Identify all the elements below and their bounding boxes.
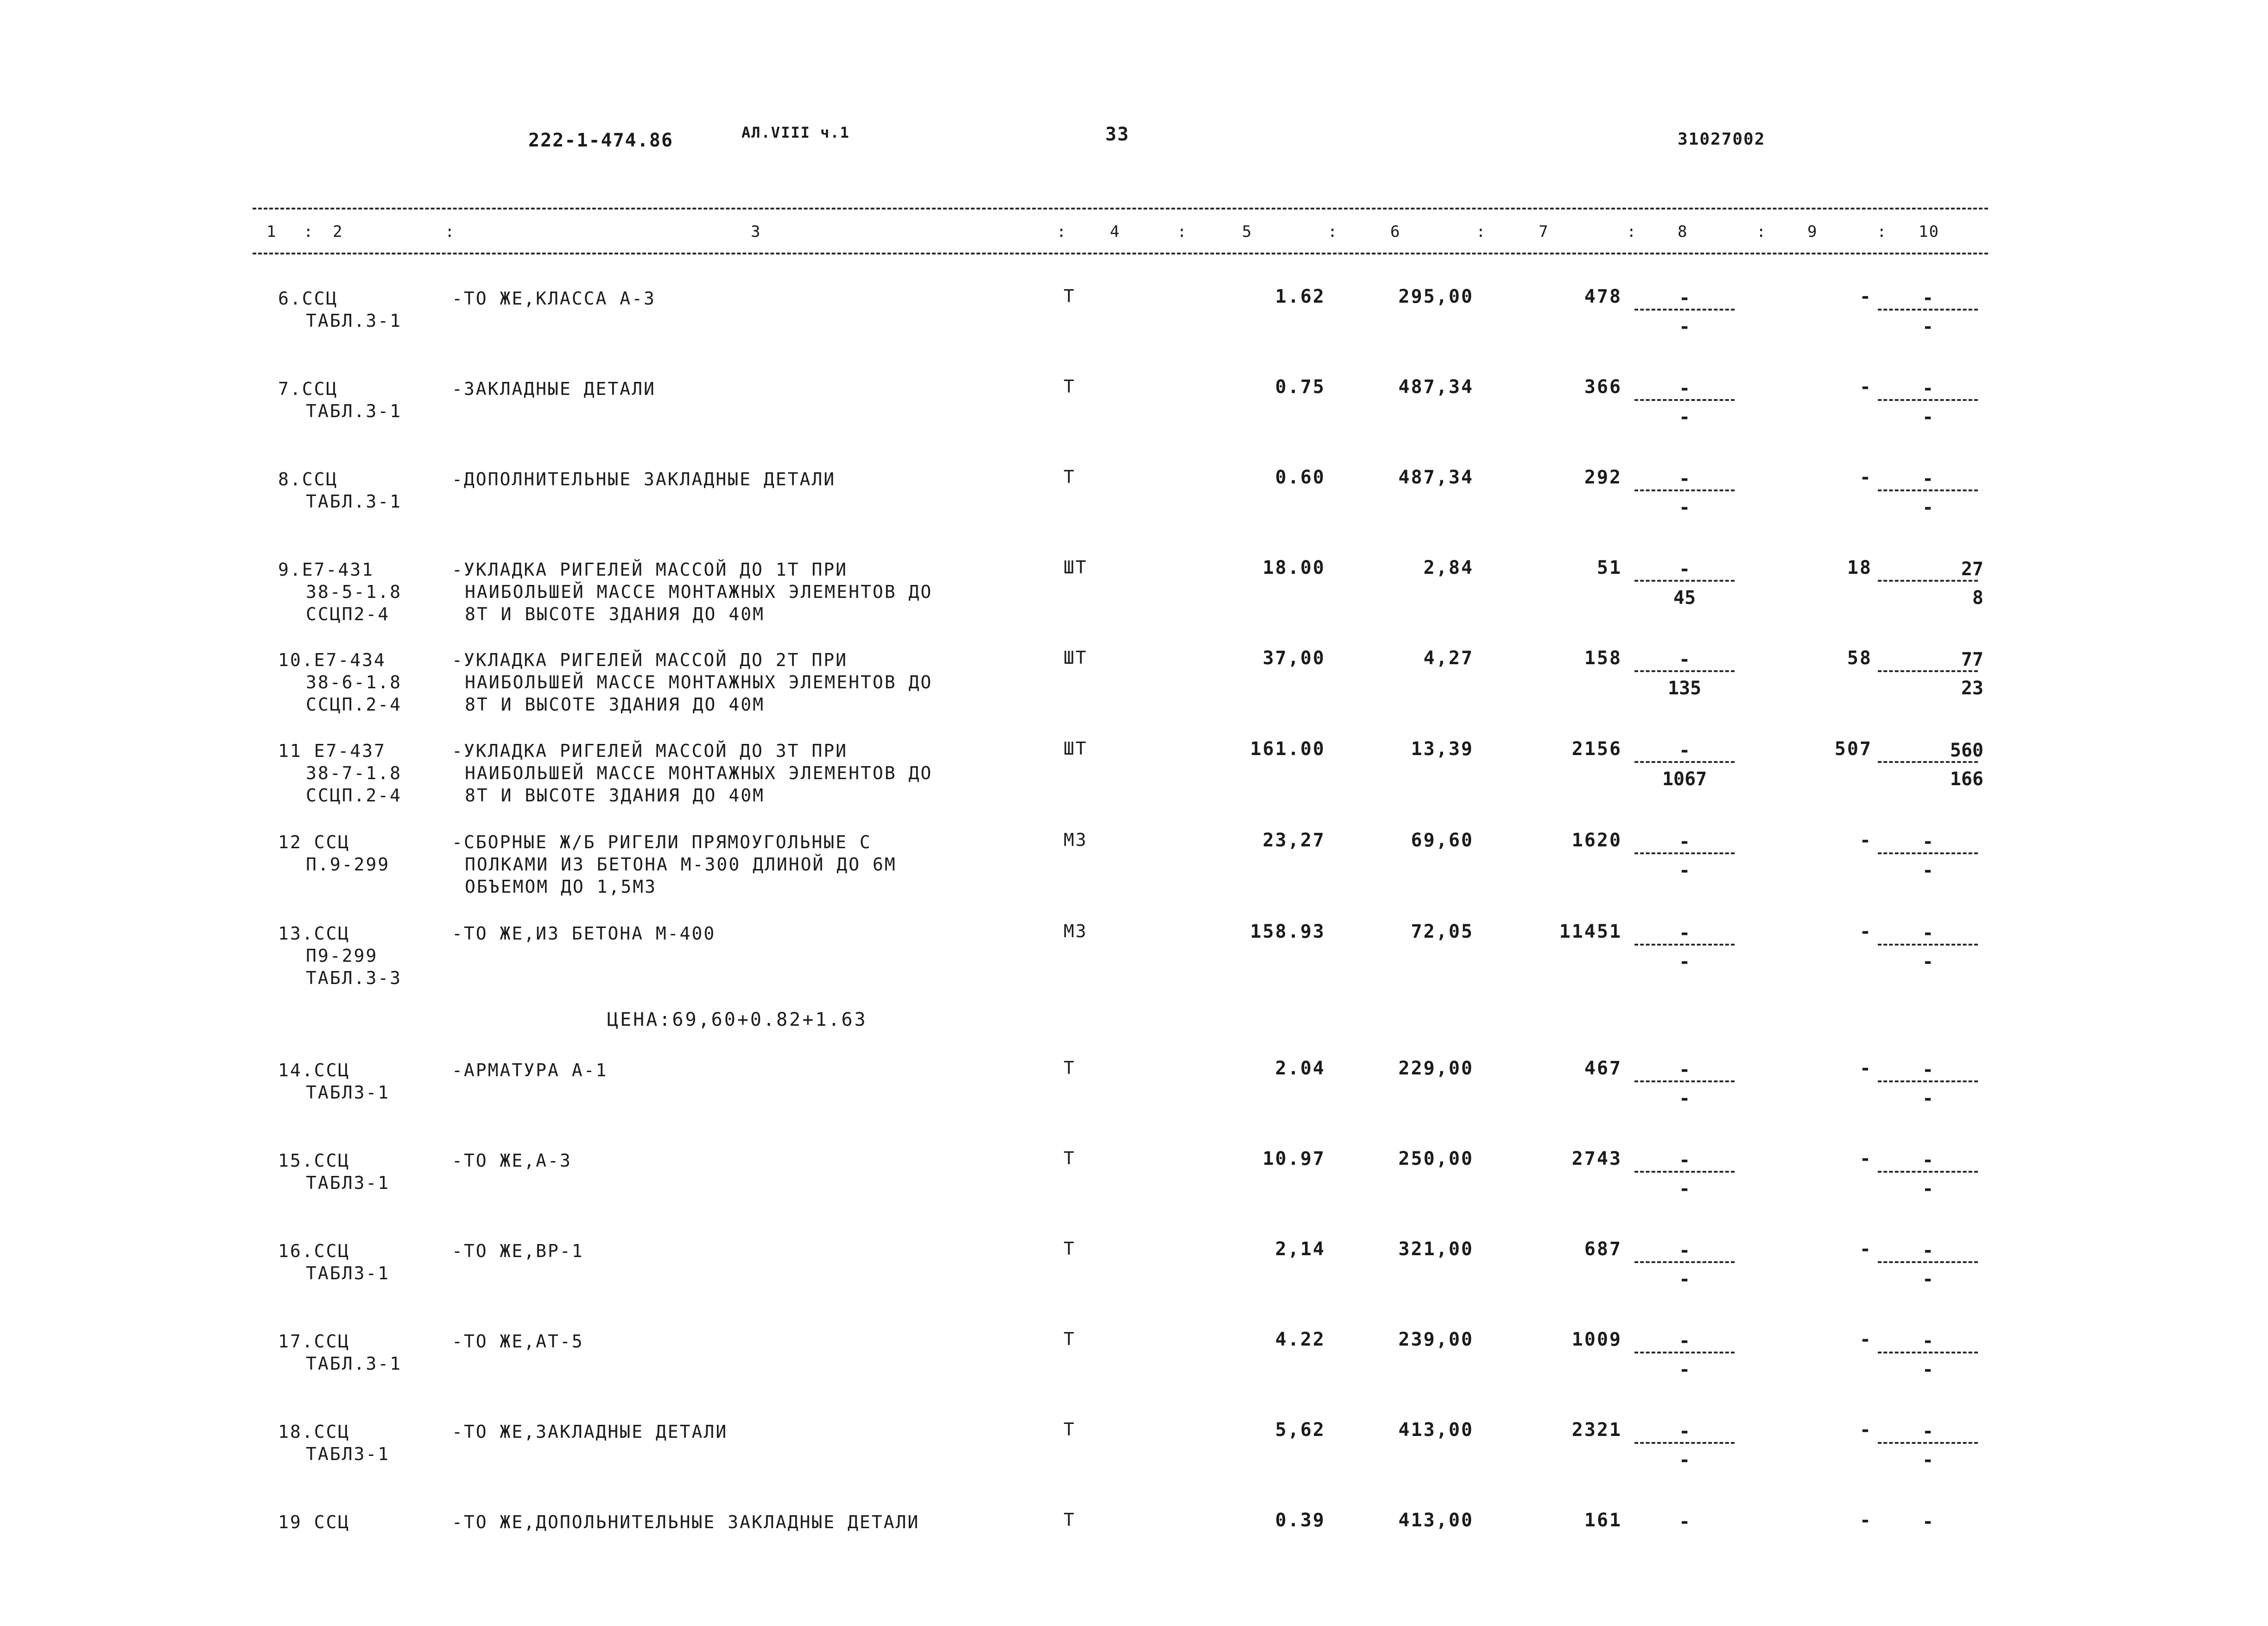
column-8-top: - (1679, 649, 1691, 670)
total-cost: 1620 (1571, 830, 1622, 851)
fraction-bar (1634, 1171, 1735, 1173)
unit-price: 413,00 (1398, 1419, 1474, 1441)
total-cost: 292 (1584, 467, 1622, 488)
column-8-top: - (1679, 1330, 1691, 1352)
quantity: 2.04 (1275, 1058, 1325, 1079)
column-10-fraction (1872, 1421, 1983, 1471)
norm-code-line: 38-5-1.8 (306, 582, 402, 602)
norm-code (278, 1150, 445, 1194)
unit-of-measure: Т (1064, 286, 1076, 306)
norm-code-line: 14.ССЦ (278, 1060, 350, 1080)
unit-of-measure: Т (1064, 467, 1076, 487)
unit-price: 2,84 (1423, 557, 1474, 578)
column-8-top: - (1679, 1511, 1691, 1532)
fraction-bar (1878, 1352, 1978, 1353)
unit-of-measure: Т (1064, 1510, 1076, 1530)
work-description-line: -УКЛАДКА РИГЕЛЕЙ МАССОЙ ДО 2Т ПРИ (452, 650, 848, 670)
unit-price: 72,05 (1411, 921, 1474, 942)
column-8-top: - (1679, 287, 1691, 309)
fraction-bar (1634, 580, 1735, 582)
column-separator: : (1476, 222, 1487, 241)
norm-code (278, 1421, 445, 1465)
column-8-bottom: - (1679, 497, 1691, 518)
norm-code-line: 38-7-1.8 (306, 763, 402, 783)
fraction-bar (1634, 309, 1735, 311)
work-description-line: 8Т И ВЫСОТЕ ЗДАНИЯ ДО 40М (465, 694, 765, 715)
column-10-bottom: 8 (1972, 587, 1983, 609)
column-10-bottom: - (1922, 1088, 1934, 1109)
column-8-fraction (1629, 1511, 1740, 1557)
column-10-top: 27 (1961, 559, 1983, 580)
work-description-line: НАИБОЛЬШЕЙ МАССЕ МОНТАЖНЫХ ЭЛЕМЕНТОВ ДО (465, 582, 933, 602)
norm-code-line: 13.ССЦ (278, 923, 350, 944)
quantity: 158.93 (1250, 921, 1325, 942)
norm-code-line: П9-299 (306, 946, 378, 966)
unit-price: 295,00 (1398, 286, 1474, 307)
norm-code-line: 10.Е7-434 (278, 650, 386, 670)
column-8-top: - (1679, 831, 1691, 852)
column-10-bottom: 23 (1961, 678, 1983, 699)
work-description-line: ПОЛКАМИ ИЗ БЕТОНА М-300 ДЛИНОЙ ДО 6М (465, 854, 897, 875)
column-8-bottom: 1067 (1662, 769, 1707, 790)
column-8-fraction (1629, 1150, 1740, 1200)
column-8-top: - (1679, 468, 1691, 489)
work-description-line: -ТО ЖЕ,ДОПОЛЬНИТЕЛЬНЫЕ ЗАКЛАДНЫЕ ДЕТАЛИ (452, 1512, 920, 1532)
fraction-bar (1878, 944, 1978, 946)
norm-code-line: 11 Е7-437 (278, 741, 386, 761)
column-8-bottom: 45 (1673, 587, 1696, 609)
column-9-value: - (1859, 1058, 1872, 1079)
column-10-fraction (1872, 649, 1983, 699)
table-header-rule (253, 253, 1988, 254)
column-8-top: - (1679, 378, 1691, 399)
column-8-bottom: - (1679, 1178, 1691, 1200)
norm-code (278, 649, 445, 716)
table-row (0, 830, 2268, 897)
work-description-line: -УКЛАДКА РИГЕЛЕЙ МАССОЙ ДО 3Т ПРИ (452, 741, 848, 761)
fraction-bar (1878, 1171, 1978, 1173)
work-description-line: -ДОПОЛНИТЕЛЬНЫЕ ЗАКЛАДНЫЕ ДЕТАЛИ (452, 469, 836, 489)
column-10-fraction (1872, 378, 1983, 428)
column-number-6: 6 (1390, 222, 1401, 241)
work-description (452, 1330, 1054, 1353)
norm-code-line: ССЦП.2-4 (306, 785, 402, 806)
unit-price: 250,00 (1398, 1148, 1474, 1169)
fraction-bar (1878, 761, 1978, 763)
column-8-fraction (1629, 559, 1740, 609)
fraction-bar (1878, 852, 1978, 854)
column-8-fraction (1629, 378, 1740, 428)
column-8-bottom: - (1679, 860, 1691, 881)
column-8-bottom: - (1679, 1088, 1691, 1109)
unit-price: 413,00 (1398, 1510, 1474, 1531)
quantity: 161.00 (1250, 738, 1325, 760)
work-description-line: -АРМАТУРА А-1 (452, 1060, 608, 1080)
norm-code (278, 1240, 445, 1284)
column-8-fraction (1629, 1421, 1740, 1471)
work-description (452, 378, 1054, 400)
column-10-bottom: - (1922, 406, 1934, 428)
fraction-bar (1878, 489, 1978, 491)
document-number: 222-1-474.86 (528, 130, 673, 151)
column-8-top: - (1679, 1421, 1691, 1442)
work-description-line: -ТО ЖЕ,АТ-5 (452, 1331, 584, 1352)
fraction-bar (1878, 1261, 1978, 1263)
table-row (0, 1421, 2268, 1476)
price-note: ЦЕНА:69,60+0.82+1.63 (607, 1009, 868, 1030)
norm-code-line: 8.ССЦ (278, 469, 338, 489)
work-description (452, 559, 1054, 625)
column-10-top: - (1922, 1421, 1934, 1442)
work-description (452, 740, 1054, 807)
norm-code-line: П.9-299 (306, 854, 390, 875)
quantity: 2,14 (1275, 1239, 1325, 1260)
column-8-bottom: 135 (1667, 678, 1702, 699)
table-row (0, 648, 2268, 715)
norm-code-line: ТАБЛ.3-3 (306, 968, 402, 988)
column-separator: : (1877, 222, 1888, 241)
norm-code (278, 1511, 445, 1533)
table-row (0, 557, 2268, 624)
column-10-top: - (1922, 922, 1934, 944)
column-separator: : (1057, 222, 1067, 241)
document-code: 31027002 (1678, 130, 1766, 149)
column-8-bottom: - (1679, 951, 1691, 972)
fraction-bar (1634, 489, 1735, 491)
column-10-fraction (1872, 922, 1983, 972)
table-row (0, 1511, 2268, 1567)
column-10-fraction (1872, 1059, 1983, 1109)
column-number-8: 8 (1678, 222, 1688, 241)
total-cost: 1009 (1571, 1329, 1622, 1350)
work-description (452, 1150, 1054, 1172)
fraction-bar (1878, 670, 1978, 672)
album-label: АЛ.VIII ч.1 (741, 124, 850, 141)
column-10-fraction (1872, 468, 1983, 518)
column-8-fraction (1629, 1240, 1740, 1290)
work-description-line: 8Т И ВЫСОТЕ ЗДАНИЯ ДО 40М (465, 604, 765, 624)
total-cost: 2156 (1571, 738, 1622, 760)
quantity: 0.60 (1275, 467, 1325, 488)
unit-of-measure: Т (1064, 1329, 1076, 1349)
total-cost: 161 (1584, 1510, 1622, 1531)
column-separator: : (304, 222, 314, 241)
column-number-9: 9 (1807, 222, 1818, 241)
norm-code (278, 740, 445, 807)
column-number-3: 3 (751, 222, 761, 241)
column-10-bottom: - (1922, 951, 1934, 972)
table-row (0, 378, 2268, 433)
unit-price: 4,27 (1423, 648, 1474, 669)
column-10-bottom: - (1922, 860, 1934, 881)
column-8-fraction (1629, 468, 1740, 518)
column-10-fraction (1872, 1240, 1983, 1290)
column-10-fraction (1872, 1511, 1983, 1557)
column-number-7: 7 (1539, 222, 1549, 241)
norm-code-line: ССЦП.2-4 (306, 694, 402, 715)
column-8-fraction (1629, 740, 1740, 790)
norm-code-line: 15.ССЦ (278, 1150, 350, 1171)
column-8-fraction (1629, 1059, 1740, 1109)
norm-code-line: ТАБЛ.3-1 (306, 491, 402, 512)
column-10-bottom: - (1922, 497, 1934, 518)
column-10-bottom: - (1922, 316, 1934, 337)
work-description (452, 1059, 1054, 1081)
table-top-rule (253, 208, 1988, 210)
column-9-value: 507 (1834, 738, 1872, 760)
total-cost: 51 (1596, 557, 1622, 578)
column-9-value: - (1859, 376, 1872, 398)
column-10-top: - (1922, 378, 1934, 399)
total-cost: 366 (1584, 376, 1622, 398)
column-10-top: - (1922, 1059, 1934, 1080)
fraction-bar (1878, 309, 1978, 311)
work-description (452, 468, 1054, 490)
work-description-line: 8Т И ВЫСОТЕ ЗДАНИЯ ДО 40М (465, 785, 765, 806)
column-separator: : (1328, 222, 1338, 241)
unit-of-measure: М3 (1064, 830, 1088, 850)
norm-code-line: ТАБЛ.3-1 (306, 401, 402, 421)
column-8-top: - (1679, 740, 1691, 761)
work-description-line: -ТО ЖЕ,ВР-1 (452, 1241, 584, 1261)
column-10-bottom: - (1922, 1449, 1934, 1471)
work-description-line: -ТО ЖЕ,ЗАКЛАДНЫЕ ДЕТАЛИ (452, 1422, 728, 1442)
norm-code (278, 1330, 445, 1375)
table-row (0, 1059, 2268, 1115)
column-10-fraction (1872, 1150, 1983, 1200)
norm-code-line: 12 ССЦ (278, 832, 350, 852)
unit-price: 229,00 (1398, 1058, 1474, 1079)
work-description-line: -ЗАКЛАДНЫЕ ДЕТАЛИ (452, 379, 656, 399)
unit-price: 239,00 (1398, 1329, 1474, 1350)
unit-of-measure: М3 (1064, 921, 1088, 941)
norm-code-line: 38-6-1.8 (306, 672, 402, 692)
norm-code-line: 17.ССЦ (278, 1331, 350, 1352)
quantity: 0.75 (1275, 376, 1325, 398)
unit-of-measure: ШТ (1064, 738, 1088, 759)
norm-code (278, 831, 445, 876)
column-8-top: - (1679, 922, 1691, 944)
unit-of-measure: Т (1064, 1148, 1076, 1169)
column-8-top: - (1679, 1150, 1691, 1171)
norm-code-line: ТАБЛ3-1 (306, 1082, 390, 1103)
column-8-fraction (1629, 287, 1740, 337)
column-10-fraction (1872, 740, 1983, 790)
quantity: 23,27 (1262, 830, 1325, 851)
column-9-value: - (1859, 286, 1872, 307)
fraction-bar (1634, 1442, 1735, 1444)
total-cost: 467 (1584, 1058, 1622, 1079)
fraction-bar (1878, 580, 1978, 582)
unit-price: 487,34 (1398, 467, 1474, 488)
column-8-bottom: - (1679, 1269, 1691, 1290)
column-10-top: - (1922, 1511, 1934, 1532)
column-8-fraction (1629, 1330, 1740, 1380)
quantity: 37,00 (1262, 648, 1325, 669)
column-10-fraction (1872, 831, 1983, 881)
unit-of-measure: ШТ (1064, 557, 1088, 578)
total-cost: 158 (1584, 648, 1622, 669)
page-number: 33 (1105, 124, 1130, 145)
unit-of-measure: Т (1064, 1058, 1076, 1078)
column-number-4: 4 (1110, 222, 1121, 241)
work-description (452, 649, 1054, 716)
quantity: 18.00 (1262, 557, 1325, 578)
norm-code (278, 559, 445, 625)
fraction-bar (1878, 399, 1978, 401)
work-description-line: -УКЛАДКА РИГЕЛЕЙ МАССОЙ ДО 1Т ПРИ (452, 559, 848, 580)
total-cost: 2743 (1571, 1148, 1622, 1169)
column-10-bottom: 166 (1950, 769, 1983, 790)
column-10-top: 560 (1950, 740, 1983, 761)
column-8-top: - (1679, 1240, 1691, 1261)
column-10-fraction (1872, 287, 1983, 337)
norm-code (278, 287, 445, 332)
column-8-fraction (1629, 649, 1740, 699)
column-separator: : (1627, 222, 1637, 241)
norm-code-line: ТАБЛ3-1 (306, 1263, 390, 1283)
column-10-top: - (1922, 1150, 1934, 1171)
norm-code (278, 1059, 445, 1104)
total-cost: 687 (1584, 1239, 1622, 1260)
norm-code (278, 378, 445, 422)
work-description-line: НАИБОЛЬШЕЙ МАССЕ МОНТАЖНЫХ ЭЛЕМЕНТОВ ДО (465, 763, 933, 783)
table-row (0, 1240, 2268, 1296)
fraction-bar (1634, 1261, 1735, 1263)
fraction-bar (1634, 761, 1735, 763)
column-9-value: - (1859, 1329, 1872, 1350)
table-row (0, 468, 2268, 524)
column-10-fraction (1872, 1330, 1983, 1380)
unit-of-measure: Т (1064, 376, 1076, 397)
norm-code-line: ТАБЛ.3-1 (306, 311, 402, 331)
column-10-top: 77 (1961, 649, 1983, 670)
column-8-bottom: - (1679, 316, 1691, 337)
column-8-fraction (1629, 922, 1740, 972)
norm-code-line: ТАБЛ3-1 (306, 1444, 390, 1464)
column-9-value: - (1859, 1419, 1872, 1441)
work-description (452, 1421, 1054, 1443)
column-8-bottom: - (1679, 1449, 1691, 1471)
work-description (452, 1511, 1054, 1533)
norm-code-line: 19 ССЦ (278, 1512, 350, 1532)
column-10-fraction (1872, 559, 1983, 609)
unit-of-measure: Т (1064, 1419, 1076, 1440)
column-10-bottom: - (1922, 1359, 1934, 1380)
norm-code-line: ТАБЛ3-1 (306, 1173, 390, 1193)
column-10-top: - (1922, 831, 1934, 852)
norm-code-line: 9.Е7-431 (278, 559, 374, 580)
work-description-line: -ТО ЖЕ,А-3 (452, 1150, 572, 1171)
norm-code (278, 468, 445, 513)
table-row (0, 1330, 2268, 1386)
column-8-fraction (1629, 831, 1740, 881)
work-description (452, 831, 1054, 898)
column-10-bottom: - (1922, 1178, 1934, 1200)
column-8-bottom: - (1679, 406, 1691, 428)
total-cost: 478 (1584, 286, 1622, 307)
column-separator: : (1756, 222, 1767, 241)
unit-price: 69,60 (1411, 830, 1474, 851)
fraction-bar (1634, 1080, 1735, 1082)
norm-code-line: 6.ССЦ (278, 288, 338, 309)
work-description-line: ОБЪЕМОМ ДО 1,5М3 (465, 877, 657, 897)
quantity: 10.97 (1262, 1148, 1325, 1169)
table-row (0, 287, 2268, 343)
fraction-bar (1878, 1080, 1978, 1082)
norm-code-line: ТАБЛ.3-1 (306, 1353, 402, 1374)
fraction-bar (1634, 1352, 1735, 1353)
column-9-value: - (1859, 1510, 1872, 1531)
norm-code-line: 16.ССЦ (278, 1241, 350, 1261)
column-8-top: - (1679, 559, 1691, 580)
unit-price: 487,34 (1398, 376, 1474, 398)
column-9-value: - (1859, 830, 1872, 851)
column-10-bottom: - (1922, 1269, 1934, 1290)
work-description-line: -ТО ЖЕ,ИЗ БЕТОНА М-400 (452, 923, 716, 944)
column-9-value: - (1859, 467, 1872, 488)
unit-price: 13,39 (1411, 738, 1474, 760)
fraction-bar (1634, 670, 1735, 672)
total-cost: 11451 (1559, 921, 1622, 942)
column-9-value: 58 (1847, 648, 1872, 669)
table-row (0, 921, 2268, 988)
table-row (0, 738, 2268, 806)
table-row (0, 1150, 2268, 1205)
column-number-10: 10 (1919, 222, 1939, 241)
unit-of-measure: Т (1064, 1239, 1076, 1259)
column-number-5: 5 (1242, 222, 1253, 241)
column-8-bottom: - (1679, 1359, 1691, 1380)
work-description (452, 1240, 1054, 1262)
column-separator: : (445, 222, 456, 241)
column-9-value: - (1859, 921, 1872, 942)
work-description (452, 287, 1054, 310)
column-8-top: - (1679, 1059, 1691, 1080)
column-number-1: 1 (266, 222, 277, 241)
norm-code-line: 18.ССЦ (278, 1422, 350, 1442)
fraction-bar (1878, 1442, 1978, 1444)
column-10-top: - (1922, 287, 1934, 309)
unit-of-measure: ШТ (1064, 648, 1088, 668)
work-description-line: -ТО ЖЕ,КЛАССА А-3 (452, 288, 656, 309)
total-cost: 2321 (1571, 1419, 1622, 1441)
column-9-value: 18 (1847, 557, 1872, 578)
norm-code-line: ССЦП2-4 (306, 604, 390, 624)
column-9-value: - (1859, 1239, 1872, 1260)
quantity: 0.39 (1275, 1510, 1325, 1531)
column-10-top: - (1922, 1240, 1934, 1261)
fraction-bar (1634, 399, 1735, 401)
unit-price: 321,00 (1398, 1239, 1474, 1260)
quantity: 5,62 (1275, 1419, 1325, 1441)
fraction-bar (1634, 944, 1735, 946)
work-description (452, 922, 1054, 945)
column-10-top: - (1922, 1330, 1934, 1352)
fraction-bar (1634, 852, 1735, 854)
column-separator: : (1177, 222, 1188, 241)
column-9-value: - (1859, 1148, 1872, 1169)
work-description-line: -СБОРНЫЕ Ж/Б РИГЕЛИ ПРЯМОУГОЛЬНЫЕ С (452, 832, 872, 852)
quantity: 4.22 (1275, 1329, 1325, 1350)
quantity: 1.62 (1275, 286, 1325, 307)
column-number-2: 2 (333, 222, 343, 241)
column-10-top: - (1922, 468, 1934, 489)
norm-code-line: 7.ССЦ (278, 379, 338, 399)
work-description-line: НАИБОЛЬШЕЙ МАССЕ МОНТАЖНЫХ ЭЛЕМЕНТОВ ДО (465, 672, 933, 692)
norm-code (278, 922, 445, 989)
